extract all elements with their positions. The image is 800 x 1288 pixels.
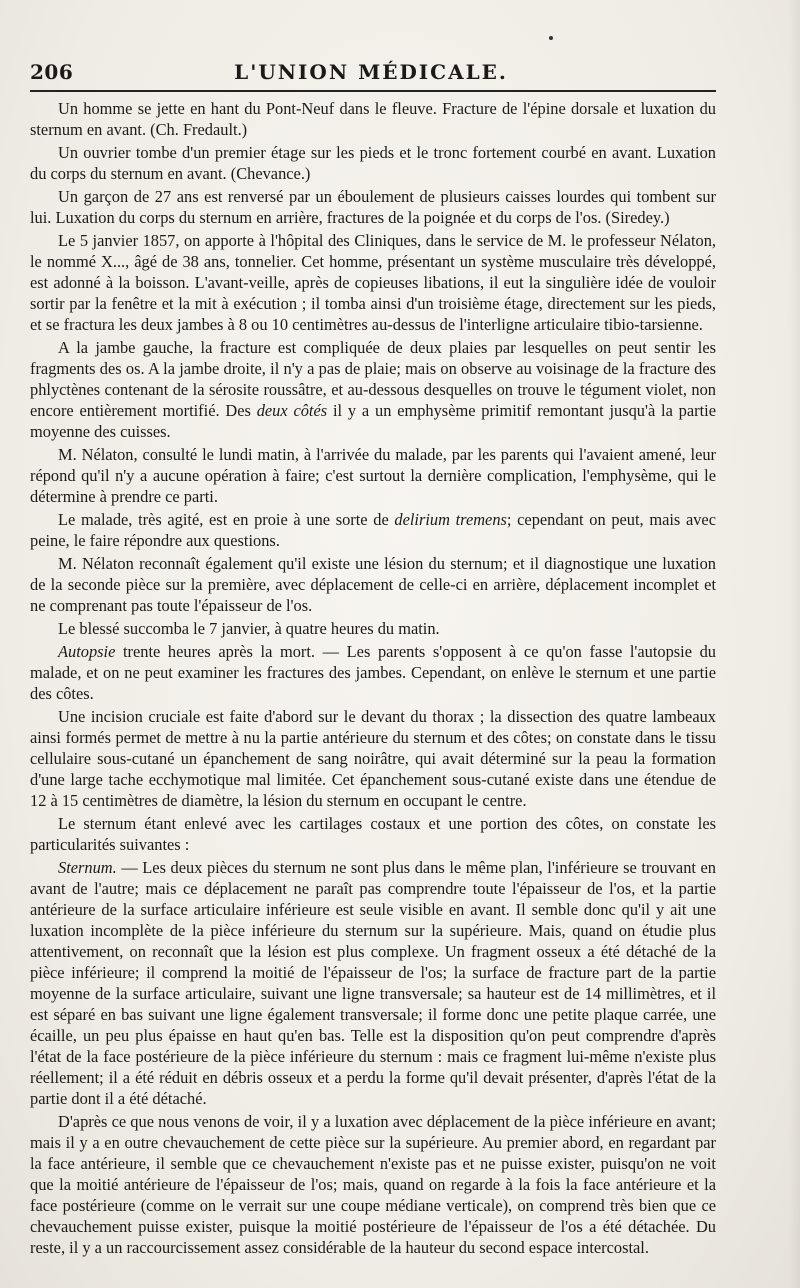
paragraph-2: Un ouvrier tombe d'un premier étage sur les pieds et le tronc fortement courbé en avant. Luxation du corps du sternum en avant. (Chevance.) bbox=[30, 143, 716, 183]
page-header bbox=[30, 58, 712, 86]
paragraph-10: Autopsie trente heures après la mort. — Les parents s'opposent à ce qu'on fasse l'autopsie du malade, et on ne peut examiner les fractures des jambes. Cependant, on enlève le sternum et une partie des côtes. bbox=[30, 642, 716, 703]
paragraph-8: M. Nélaton reconnaît également qu'il existe une lésion du sternum; et il diagnostique une luxation de la seconde pièce sur la première, avec déplacement de celle-ci en arrière, déplacement incomplet et ne comprenant pas toute l'épaisseur de l'os. bbox=[30, 554, 716, 615]
header-rule bbox=[30, 90, 716, 92]
body-text bbox=[30, 98, 716, 1260]
paragraph-6: M. Nélaton, consulté le lundi matin, à l'arrivée du malade, par les parents qui l'avaient amené, leur répond qu'il n'y a aucune opération à faire; c'est surtout la dernière complication, l'emphysème, qui le détermine à prendre ce parti. bbox=[30, 445, 716, 506]
paragraph-13: Sternum. — Les deux pièces du sternum ne sont plus dans le même plan, l'inférieure se trouvant en avant de l'autre; mais ce déplacement ne paraît pas comprendre toute l'épaisseur de l'os, et la partie antérieure de la surface articulaire inférieure est seule visible en avant. Il semble donc qu'il y ait une luxation incomplète de la pièce inférieure du sternum sur la supérieure. Mais, quand on étudie plus attentivement, on reconnaît que la lésion est plus complexe. Un fragment osseux a été détaché de la pièce inférieure; il comprend la moitié de l'épaisseur de l'os; la surface de fracture part de la partie moyenne de la surface articulaire, suivant une ligne transversale; sa hauteur est de 14 millimètres, et il est séparé en bas suivant une ligne également transversale; il forme donc une petite plaque carrée, une écaille, un peu plus épaisse en haut qu'en bas. Telle est la disposition qu'on peut comprendre d'après l'état de la face postérieure de la pièce inférieure du sternum : mais ce fragment lui-même n'existe plus réellement; il a été réduit en débris osseux et a perdu la forme qu'il devait présenter, d'après l'état de la partie dont il a été détaché. bbox=[30, 858, 716, 1108]
page-edge-shadow bbox=[788, 0, 800, 1288]
ink-speck bbox=[549, 36, 553, 40]
page-number: 206 bbox=[30, 60, 74, 84]
paragraph-3: Un garçon de 27 ans est renversé par un éboulement de plusieurs caisses lourdes qui tombent sur lui. Luxation du corps du sternum en arrière, fractures de la poignée et du corps de l'os. (Siredey.) bbox=[30, 187, 716, 227]
paragraph-11: Une incision cruciale est faite d'abord sur le devant du thorax ; la dissection des quatre lambeaux ainsi formés permet de mettre à nu la partie antérieure du sternum et des côtes; on constate dans le tissu cellulaire sous-cutané un épanchement de sang noirâtre, qui avait déterminé sur la peau la formation d'une large tache ecchymotique mal limitée. Cet épanchement sous-cutané existe dans une étendue de 12 à 15 centimètres de diamètre, la lésion du sternum en occupant le centre. bbox=[30, 707, 716, 810]
paragraph-9: Le blessé succomba le 7 janvier, à quatre heures du matin. bbox=[58, 619, 440, 638]
italic-phrase: Sternum. bbox=[58, 858, 117, 877]
italic-phrase: delirium tremens bbox=[394, 510, 507, 529]
italic-phrase: deux côtés bbox=[256, 401, 328, 420]
paragraph-5: A la jambe gauche, la fracture est compliquée de deux plaies par lesquelles on peut sentir les fragments des os. A la jambe droite, il n'y a pas de plaie; mais on observe au voisinage de la fracture des phlyctènes contenant de la sérosite roussâtre, et au-dessous desquelles on trouve le tégument violet, non encore entièrement mortifié. Des deux côtés il y a un emphysème primitif remontant jusqu'à la partie moyenne des cuisses. bbox=[30, 338, 716, 441]
paragraph-4: Le 5 janvier 1857, on apporte à l'hôpital des Cliniques, dans le service de M. le professeur Nélaton, le nommé X..., âgé de 38 ans, tonnelier. Cet homme, présentant un système musculaire très développé, est adonné à la boisson. L'avant-veille, après de copieuses libations, il eut la singulière idée de vouloir sortir par la fenêtre et la mit à exécution ; il tomba ainsi d'un troisième étage, directement sur les pieds, et se fractura les deux jambes à 8 ou 10 centimètres au-dessus de l'interligne articulaire tibio-tarsienne. bbox=[30, 231, 716, 334]
paragraph-1: Un homme se jette en hant du Pont-Neuf dans le fleuve. Fracture de l'épine dorsale et luxation du sternum en avant. (Ch. Fredault.) bbox=[30, 99, 716, 139]
italic-phrase: Autopsie bbox=[58, 642, 116, 661]
paragraph-14: D'après ce que nous venons de voir, il y a luxation avec déplacement de la pièce inférieure en avant; mais il y a en outre chevauchement de cette pièce sur la supérieure. Au premier abord, en regardant par la face antérieure, il semble que ce chevauchement n'existe pas et ne puisse exister, puisqu'on ne voit que la moitié antérieure de l'épaisseur de l'os; mais, quand on regarde à la fois la face antérieure et la face postérieure (comme on le verrait sur une coupe médiane verticale), on comprend très bien que ce chevauchement puisse exister, puisque la moitié postérieure de l'épaisseur de l'os a été détachée. Du reste, il y a un raccourcissement assez considérable de la hauteur du second espace intercostal. bbox=[30, 1112, 716, 1257]
paragraph-7: Le malade, très agité, est en proie à une sorte de delirium tremens; cependant on peut, mais avec peine, le faire répondre aux questions. bbox=[30, 510, 716, 550]
paragraph-12: Le sternum étant enlevé avec les cartilages costaux et une portion des côtes, on constate les particularités suivantes : bbox=[30, 814, 716, 854]
running-title: L'UNION MÉDICALE. bbox=[234, 60, 508, 84]
